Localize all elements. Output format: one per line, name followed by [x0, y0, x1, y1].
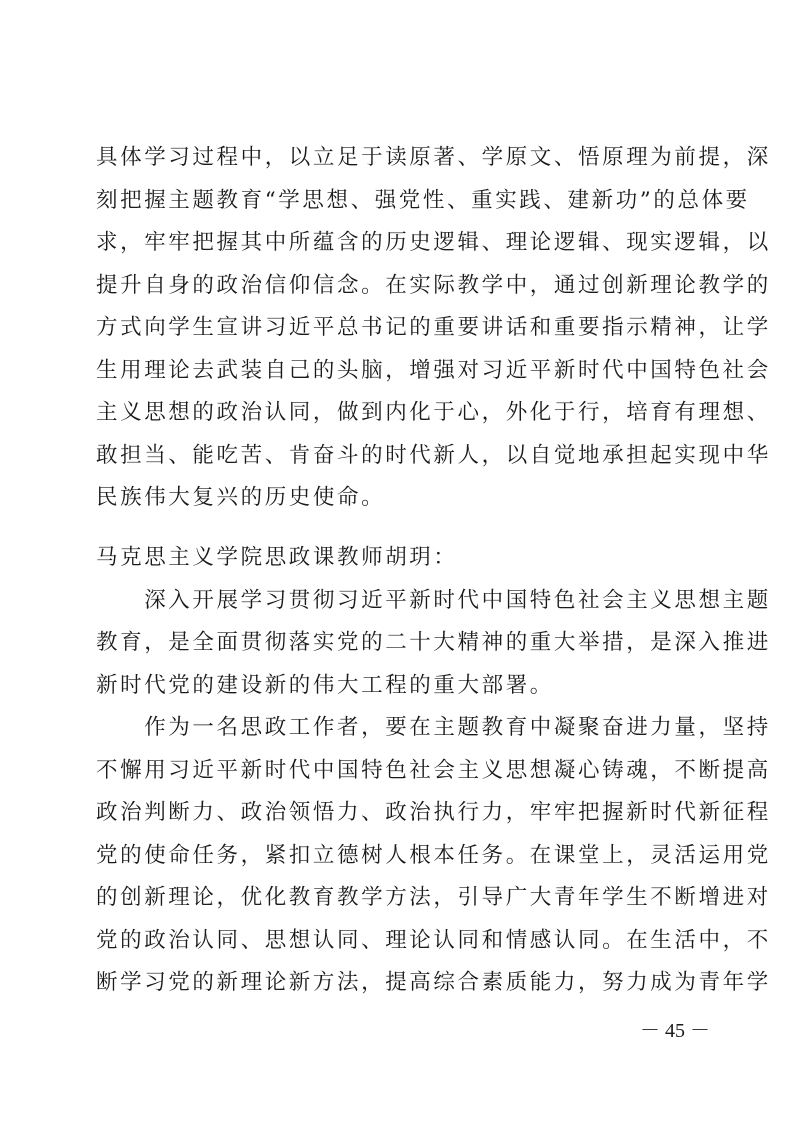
text-line: 生用理论去武装自己的头脑，增强对习近平新时代中国特色社会: [96, 357, 771, 383]
text-line: 新时代党的建设新的伟大工程的重大部署。: [96, 672, 554, 698]
teacher-statement-section: [96, 537, 771, 1005]
text-line: 断学习党的新理论新方法，提高综合素质能力，努力成为青年学: [96, 970, 771, 995]
text-line: 党的使命任务，紧扣立德树人根本任务。在课堂上，灵活运用党: [96, 842, 771, 868]
text-line: 教育，是全面贯彻落实党的二十大精神的重大举措，是深入推进: [96, 630, 771, 655]
text-line: 政治判断力、政治领悟力、政治执行力，牢牢把握新时代新征程: [96, 800, 771, 825]
paragraph: [96, 580, 771, 708]
page-number: － 45 －: [640, 1020, 710, 1042]
text-line: 作为一名思政工作者，要在主题教育中凝聚奋进力量，坚持: [96, 715, 771, 740]
text-line: 不懈用习近平新时代中国特色社会主义思想凝心铸魂，不断提高: [96, 757, 771, 783]
text-line: 方式向学生宣讲习近平总书记的重要讲话和重要指示精神，让学: [96, 315, 771, 340]
text-line: 敢担当、能吃苦、肯奋斗的时代新人，以自觉地承担起实现中华: [96, 442, 771, 468]
paragraph: [96, 707, 771, 1005]
section-heading: 马克思主义学院思政课教师胡玥：: [96, 545, 458, 570]
text-line: 提升自身的政治信仰信念。在实际教学中，通过创新理论教学的: [96, 272, 771, 298]
text-line: 求，牢牢把握其中所蕴含的历史逻辑、理论逻辑、现实逻辑，以: [96, 230, 771, 255]
text-line: 具体学习过程中，以立足于读原著、学原文、悟原理为前提，深: [96, 145, 771, 170]
text-line: 刻把握主题教育“学思想、强党性、重实践、建新功”的总体要: [96, 187, 750, 213]
text-line: 党的政治认同、思想认同、理论认同和情感认同。在生活中，不: [96, 927, 771, 953]
text-line: 深入开展学习贯彻习近平新时代中国特色社会主义思想主题: [96, 587, 771, 613]
text-line: 的创新理论，优化教育教学方法，引导广大青年学生不断增进对: [96, 885, 771, 910]
text-line: 主义思想的政治认同，做到内化于心，外化于行，培育有理想、: [96, 400, 771, 425]
paragraph-continuation: [96, 137, 771, 520]
text-line: 民族伟大复兴的历史使命。: [96, 485, 386, 510]
